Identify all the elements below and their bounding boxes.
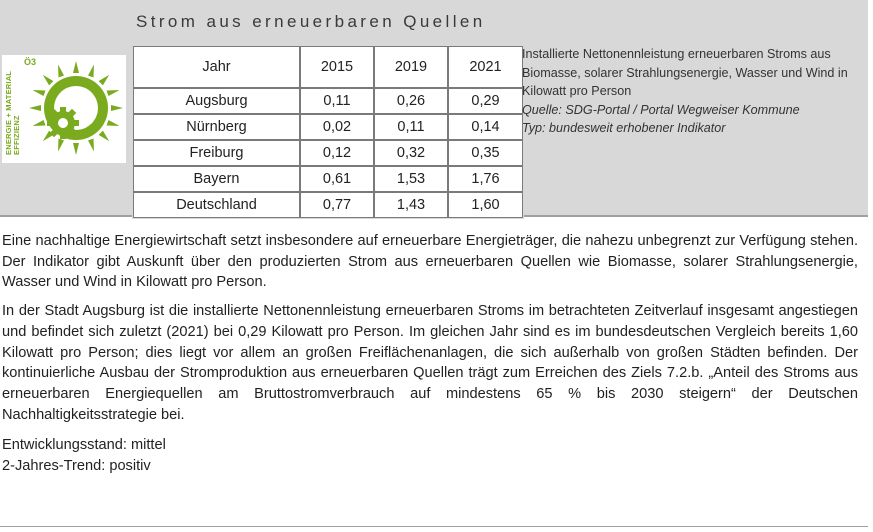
table-cell: 0,11 — [375, 115, 447, 139]
type-text: Typ: bundesweit erhobener Indikator — [522, 121, 726, 135]
table-cell: 0,32 — [375, 141, 447, 165]
logo-label: ENERGIE + MATERIAL EFFIZIENZ — [4, 70, 21, 155]
table-cell: 1,60 — [449, 193, 522, 217]
table-row — [134, 141, 522, 165]
table-header-row — [134, 47, 522, 87]
indicator-logo — [2, 55, 126, 163]
table-row — [134, 89, 522, 113]
table-cell: Bayern — [134, 167, 299, 191]
table-cell: 0,14 — [449, 115, 522, 139]
header-panel — [0, 0, 868, 217]
table-cell: 0,35 — [449, 141, 522, 165]
table-row — [134, 115, 522, 139]
page-title: Strom aus erneuerbaren Quellen — [136, 12, 486, 31]
table-cell: 0,61 — [301, 167, 373, 191]
sun-gear-icon — [27, 59, 125, 157]
bottom-divider — [0, 526, 868, 527]
table-cell: Deutschland — [134, 193, 299, 217]
description-text: Installierte Nettonennleistung erneuerbaren Stroms aus Biomasse, solarer Strahlungsenergie, Wasser und Wind in Kilowatt pro Person — [522, 47, 848, 98]
data-table — [132, 45, 524, 219]
indicator-description — [522, 45, 862, 138]
table-cell: 0,02 — [301, 115, 373, 139]
table-cell: 0,29 — [449, 89, 522, 113]
table-cell: Augsburg — [134, 89, 299, 113]
table-header-cell: 2021 — [449, 47, 522, 87]
table-cell: 0,77 — [301, 193, 373, 217]
body-text — [2, 231, 858, 477]
paragraph-intro: Eine nachhaltige Energiewirtschaft setzt insbesondere auf erneuerbare Energieträger, die nahezu unbegrenzt zur Verfügung stehen. Der Indikator gibt Auskunft über den produzierten Strom aus erneuerbaren Quellen wie Biomasse, solarer Strahlungsenergie, Wasser und Wind in Kilowatt pro Person. — [2, 233, 858, 291]
table-cell: Nürnberg — [134, 115, 299, 139]
table-row — [134, 193, 522, 217]
table-header-cell: Jahr — [134, 47, 299, 87]
table-header-cell: 2015 — [301, 47, 373, 87]
trend-line: 2-Jahres-Trend: positiv — [2, 458, 151, 475]
source-text: Quelle: SDG-Portal / Portal Wegweiser Kommune — [522, 102, 800, 117]
table-cell: 0,26 — [375, 89, 447, 113]
table-cell: 0,12 — [301, 141, 373, 165]
table-row — [134, 167, 522, 191]
table-cell: 1,43 — [375, 193, 447, 217]
paragraph-analysis: In der Stadt Augsburg ist die installierte Nettonennleistung erneuerbaren Stroms im betrachteten Zeitverlauf insgesamt angestiegen und befindet sich zuletzt (2021) bei 0,29 Kilowatt pro Person. Im gleichen Jahr sind es im bundesdeutschen Vergleich bereits 1,60 Kilowatt pro Person; dies liegt vor allem an großen Freiflächenanlagen, die sich außerhalb von großen Städten befinden. Der kontinuierliche Ausbau der Stromproduktion aus erneuerbaren Quellen trägt zum Erreichen des Ziels 7.2.b. „Anteil des Stroms aus erneuerbaren Energiequellen am Bruttostromverbrauch auf mindestens 65 % bis 2030 steigern“ der Deutschen Nachhaltigkeitsstrategie bei. — [2, 303, 858, 423]
table-cell: Freiburg — [134, 141, 299, 165]
status-line: Entwicklungsstand: mittel — [2, 437, 166, 454]
logo-number: Ö3 — [24, 57, 37, 67]
table-cell: 1,76 — [449, 167, 522, 191]
table-cell: 1,53 — [375, 167, 447, 191]
table-cell: 0,11 — [301, 89, 373, 113]
table-header-cell: 2019 — [375, 47, 447, 87]
